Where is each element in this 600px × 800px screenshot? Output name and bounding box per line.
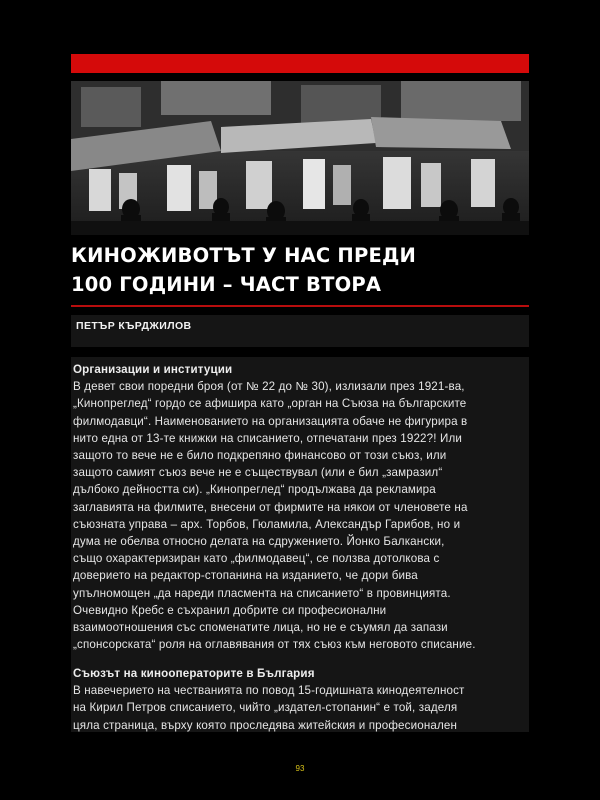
text-line: също охарактеризиран като „филмодавец“, се ползва дотолкова с bbox=[73, 552, 440, 566]
text-line: съюзната управа – арх. Торбов, Гюламила, Александър Гарибов, но и bbox=[73, 517, 461, 531]
text-line: взаимоотношения със споменатите лица, но не е съумял да запази bbox=[73, 621, 448, 635]
text-line: заглавията на филмите, внесени от фирмите на някои от членовете на bbox=[73, 500, 468, 514]
article-body bbox=[71, 357, 529, 732]
text-line: В навечерието на честванията по повод 15-годишната кинодеятелност bbox=[73, 684, 465, 698]
section-heading: Съюзът на кинооператорите в България bbox=[73, 667, 315, 680]
author-name: ПЕТЪР КЪРДЖИЛОВ bbox=[76, 320, 192, 332]
text-line: упълномощен „да нареди пласмента на списанието“ в провинцията. bbox=[73, 586, 451, 600]
text-line: дълбоко дейността си). „Кинопреглед“ продължава да рекламира bbox=[73, 483, 436, 497]
page-number: 93 bbox=[295, 764, 305, 773]
title-rule bbox=[71, 305, 529, 307]
section-paragraph bbox=[73, 378, 476, 653]
section-paragraph bbox=[73, 682, 465, 732]
section-cameramen-union bbox=[73, 665, 465, 732]
text-line: защото то вече не е било подкрепяно финансово от този съюз, или bbox=[73, 449, 447, 463]
text-line: В девет свои поредни броя (от № 22 до № 30), излизали през 1921-ва, bbox=[73, 380, 465, 394]
title-line: КИНОЖИВОТЪТ У НАС ПРЕДИ bbox=[71, 244, 417, 267]
title-line: 100 ГОДИНИ – ЧАСТ ВТОРА bbox=[71, 273, 382, 296]
text-line: нито една от 13-те книжки на списанието, отпечатани през 1922?! Или bbox=[73, 431, 463, 445]
header-red-bar bbox=[71, 54, 529, 73]
text-line: „спонсорската“ роля на оглавявания от тях съюз към неговото списание. bbox=[73, 638, 476, 652]
text-line: доверието на редактор-стопанина на изданието, че дори бива bbox=[73, 569, 418, 583]
text-line: Очевидно Кребс е съхранил добрите си професионални bbox=[73, 603, 387, 617]
text-line: „Кинопреглед“ гордо се афишира като „орган на Съюза на българските bbox=[73, 397, 467, 411]
text-line: цяла страница, върху която проследява житейския и професионален bbox=[73, 718, 458, 732]
text-line: филмодавци“. Наименованието на организацията обаче не фигурира в bbox=[73, 414, 468, 428]
author-box bbox=[71, 315, 529, 347]
article-title bbox=[71, 241, 529, 299]
article-photo bbox=[71, 81, 529, 235]
text-line: дума не обелва относно делата на сдружението. Йонко Балкански, bbox=[73, 535, 445, 549]
section-heading: Организации и институции bbox=[73, 363, 233, 376]
text-line: защото самият съюз вече не е съществувал (или е бил „замразил“ bbox=[73, 466, 443, 480]
section-organizations bbox=[73, 361, 476, 653]
photo-illustration bbox=[71, 81, 529, 235]
text-line: на Кирил Петров списанието, чийто „издател-стопанин“ е той, заделя bbox=[73, 701, 458, 715]
